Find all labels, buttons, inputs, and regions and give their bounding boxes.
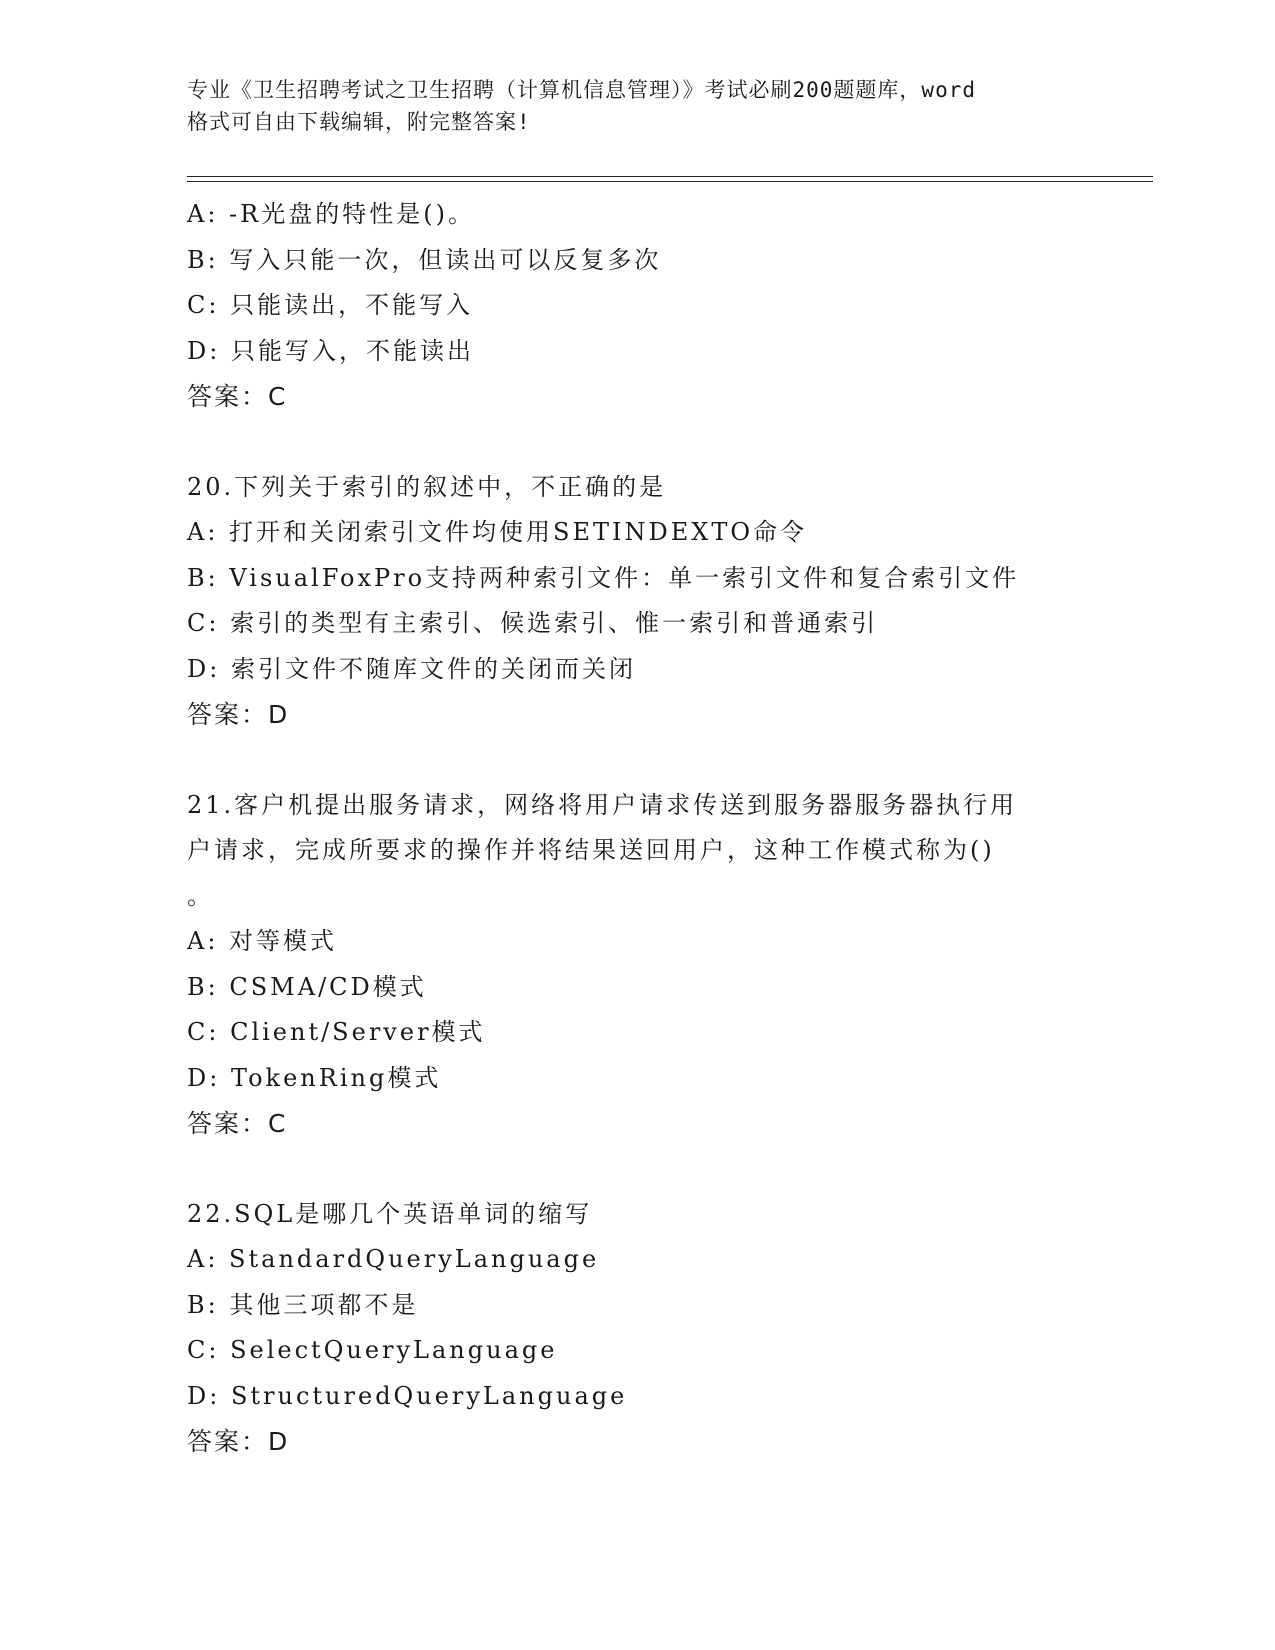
q22-option-a: A: StandardQueryLanguage <box>187 1245 600 1273</box>
q20-option-b: B: VisualFoxPro支持两种索引文件：单一索引文件和复合索引文件 <box>187 563 1020 592</box>
spacer <box>187 738 1107 783</box>
question-22 <box>187 1192 1107 1465</box>
q20-option-c: C: 索引的类型有主索引、候选索引、惟一索引和普通索引 <box>187 609 879 637</box>
q22-option-b: B: 其他三项都不是 <box>187 1290 419 1319</box>
q19-option-d: D: 只能写入，不能读出 <box>187 336 474 365</box>
header-line-1: 专业《卫生招聘考试之卫生招聘（计算机信息管理）》考试必刷200题题库，word <box>187 78 976 102</box>
q20-question: 20.下列关于索引的叙述中，不正确的是 <box>187 472 667 501</box>
q20-answer: 答案：D <box>187 700 290 729</box>
header-rule-top <box>187 176 1153 177</box>
q21-option-a: A: 对等模式 <box>187 927 338 955</box>
question-21 <box>187 783 1107 1147</box>
document-header <box>187 74 1087 138</box>
question-list <box>187 192 1107 1465</box>
question-20 <box>187 465 1107 738</box>
q19-answer: 答案：C <box>187 382 288 411</box>
q19-option-b: B: 写入只能一次，但读出可以反复多次 <box>187 245 662 274</box>
q22-answer: 答案：D <box>187 1427 290 1456</box>
q19-option-c: C: 只能读出，不能写入 <box>187 291 474 319</box>
q21-option-d: D: TokenRing模式 <box>187 1063 442 1092</box>
q20-option-d: D: 索引文件不随库文件的关闭而关闭 <box>187 654 636 683</box>
q21-answer: 答案：C <box>187 1109 288 1138</box>
q22-question: 22.SQL是哪几个英语单词的缩写 <box>187 1199 593 1228</box>
question-19 <box>187 192 1107 420</box>
q21-question-line-1: 21.客户机提出服务请求，网络将用户请求传送到服务器服务器执行用 <box>187 790 1018 819</box>
q21-question-line-2: 户请求，完成所要求的操作并将结果送回用户，这种工作模式称为() <box>187 836 995 864</box>
q22-option-c: C: SelectQueryLanguage <box>187 1336 558 1364</box>
q21-option-c: C: Client/Server模式 <box>187 1018 486 1046</box>
spacer <box>187 420 1107 465</box>
header-rule-bottom <box>187 181 1153 182</box>
q20-option-a: A: 打开和关闭索引文件均使用SETINDEXTO命令 <box>187 518 808 546</box>
q21-question-line-3: 。 <box>187 881 214 910</box>
header-line-2: 格式可自由下载编辑，附完整答案! <box>187 110 531 134</box>
q22-option-d: D: StructuredQueryLanguage <box>187 1381 628 1410</box>
spacer <box>187 1147 1107 1192</box>
q21-option-b: B: CSMA/CD模式 <box>187 972 427 1001</box>
q19-option-a: A: -R光盘的特性是()。 <box>187 200 475 228</box>
